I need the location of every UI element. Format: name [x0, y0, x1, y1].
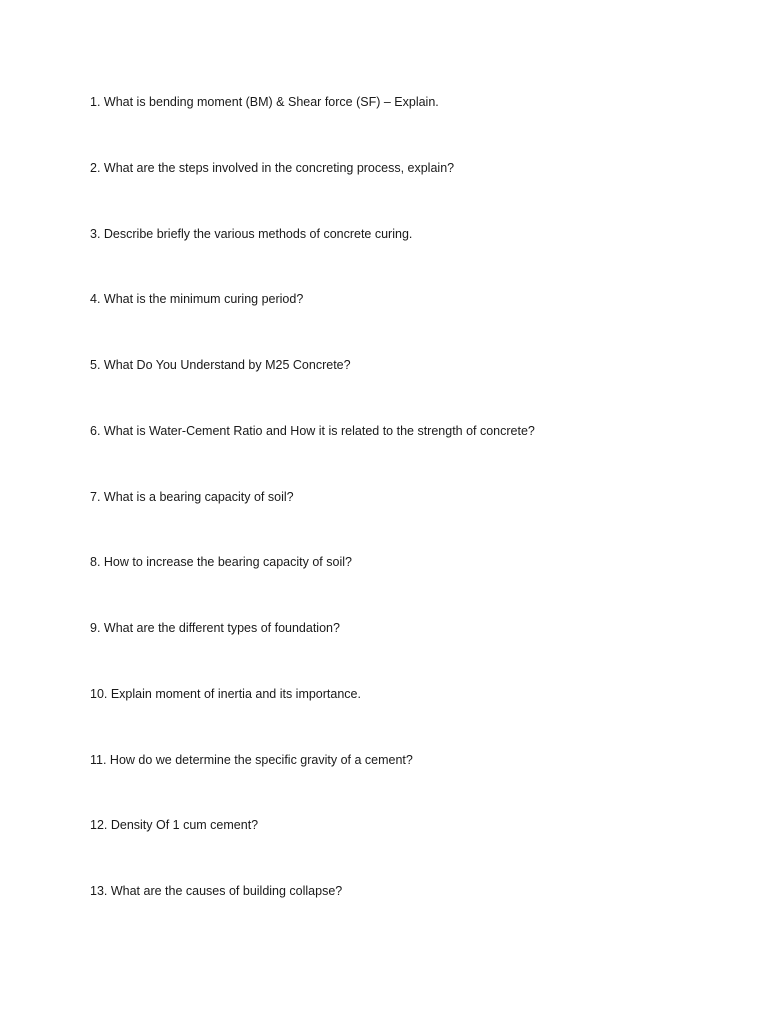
question-item: 6. What is Water-Cement Ratio and How it is related to the strength of concrete?	[90, 423, 535, 438]
question-list	[90, 93, 710, 948]
question-item: 9. What are the different types of foundation?	[90, 621, 340, 635]
question-item: 3. Describe briefly the various methods of concrete curing.	[90, 226, 413, 241]
question-item: 5. What Do You Understand by M25 Concrete?	[90, 358, 351, 372]
question-item: 13. What are the causes of building collapse?	[90, 884, 343, 898]
question-item: 8. How to increase the bearing capacity of soil?	[90, 555, 352, 570]
question-item: 12. Density Of 1 cum cement?	[90, 818, 259, 833]
question-item: 2. What are the steps involved in the concreting process, explain?	[90, 160, 455, 175]
question-item: 11. How do we determine the specific gravity of a cement?	[90, 752, 413, 767]
question-item: 10. Explain moment of inertia and its importance.	[90, 686, 361, 701]
question-item: 7. What is a bearing capacity of soil?	[90, 489, 294, 504]
question-item: 1. What is bending moment (BM) & Shear force (SF) – Explain.	[90, 95, 439, 109]
question-item: 4. What is the minimum curing period?	[90, 292, 304, 307]
